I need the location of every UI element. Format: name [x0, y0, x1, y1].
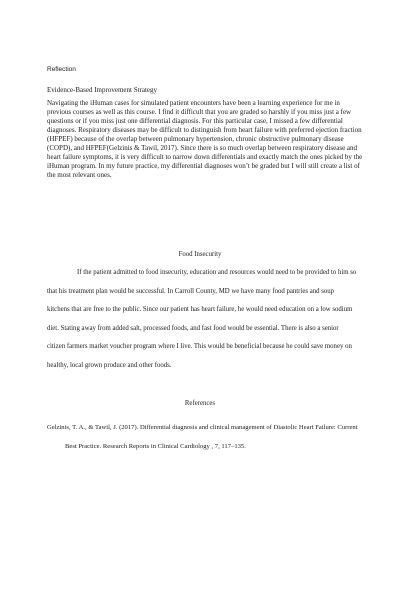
evidence-heading: Evidence-Based Improvement Strategy — [47, 86, 158, 94]
reference-entry: Gelzinis, T. A., & Tawil, J. (2017). Differential diagnosis and clinical management of Diastolic Heart Failure: Current Best Practice. Research Reports in Clinical Cardiology , 7, 117–135. — [47, 424, 358, 450]
food-insecurity-paragraph: If the patient admitted to food insecurity, education and resources would need to be provided to him so that his treatment plan would be successful. In Carroll County, MD we have many food pantries and soup kitchens that are free to the public. Since our patient has heart failure, he would need education on a low sodium diet. Stating away from added salt, processed foods, and fast food would be essential. There is also a senior citizen farmers market voucher program where I live. This would be beneficial because he could save money on healthy, local grown produce and other foods. — [47, 269, 357, 369]
food-insecurity-heading: Food Insecurity — [178, 251, 222, 258]
references-heading: References — [184, 400, 216, 407]
evidence-paragraph: Navigating the iHuman cases for simulated patient encounters have been a learning experience for me in previous courses as well as this course. I find it difficult that you are graded so harshly if you miss just a few questions or if you miss just one differential diagnosis. For this particular case, I missed a few differential diagnoses. Respiratory diseases may be difficult to distinguish from heart failure with preferred ejection fraction (HFPEF) because of the overlap between pulmonary hypertension, chronic obstructive pulmonary disease (COPD), and HFPEF(Gelzinis & Tawil, 2017). Since there is so much overlap between respiratory disease and heart failure symptoms, it is very difficult to narrow down differentials and exactly match the ones picked by the iHuman program. In my future practice, my differential diagnoses won’t be graded but I will still create a list of the most relevant ones. — [47, 99, 363, 179]
running-header: Reflection — [47, 66, 76, 73]
